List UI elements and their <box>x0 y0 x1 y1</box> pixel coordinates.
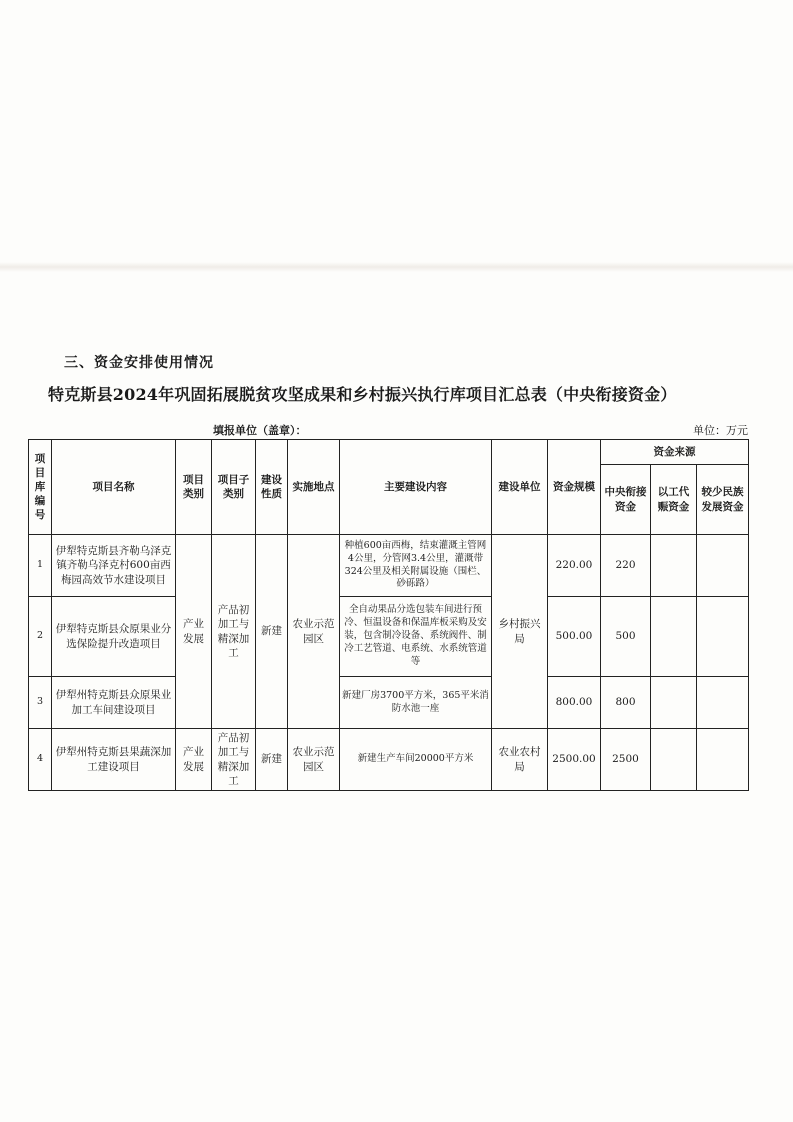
unit-label: 单位：万元 <box>693 424 748 437</box>
header-minority-fund: 较少民族发展资金 <box>697 465 749 535</box>
fund-scale: 800.00 <box>548 677 601 729</box>
work-relief-fund <box>651 597 697 677</box>
construction-nature: 新建 <box>256 535 288 729</box>
fund-scale: 220.00 <box>548 535 601 597</box>
location: 农业示范园区 <box>288 729 340 791</box>
header-central-fund: 中央衔接资金 <box>601 465 651 535</box>
work-relief-fund <box>651 677 697 729</box>
table-row <box>29 597 749 677</box>
row-index: 3 <box>29 677 52 729</box>
header-project-index: 项目库编号 <box>29 440 52 535</box>
header-project-type: 项目类别 <box>176 440 212 535</box>
header-project-name: 项目名称 <box>52 440 176 535</box>
table-row <box>29 677 749 729</box>
table-row <box>29 535 749 597</box>
minority-fund <box>697 535 749 597</box>
scan-shadow-band <box>0 262 793 272</box>
project-subtype: 产品初加工与精深加工 <box>212 535 256 729</box>
main-content: 新建生产车间20000平方米 <box>340 729 492 791</box>
document-title: 特克斯县2024年巩固拓展脱贫攻坚成果和乡村振兴执行库项目汇总表（中央衔接资金） <box>48 385 677 404</box>
filler-label: 填报单位（盖章）： <box>213 424 307 437</box>
location: 农业示范园区 <box>288 535 340 729</box>
construction-nature: 新建 <box>256 729 288 791</box>
table-row <box>29 729 749 791</box>
project-name: 伊犁州特克斯县果蔬深加工建设项目 <box>52 729 176 791</box>
header-construction-unit: 建设单位 <box>492 440 548 535</box>
row-index: 2 <box>29 597 52 677</box>
fund-scale: 500.00 <box>548 597 601 677</box>
project-summary-table <box>28 439 749 791</box>
header-main-content: 主要建设内容 <box>340 440 492 535</box>
project-subtype: 产品初加工与精深加工 <box>212 729 256 791</box>
work-relief-fund <box>651 535 697 597</box>
header-fund-scale: 资金规模 <box>548 440 601 535</box>
header-work-relief-fund: 以工代赈资金 <box>651 465 697 535</box>
construction-unit: 乡村振兴局 <box>492 535 548 729</box>
fund-scale: 2500.00 <box>548 729 601 791</box>
header-project-subtype: 项目子类别 <box>212 440 256 535</box>
header-location: 实施地点 <box>288 440 340 535</box>
project-type: 产业发展 <box>176 729 212 791</box>
table-meta-row <box>28 422 748 438</box>
row-index: 4 <box>29 729 52 791</box>
minority-fund <box>697 729 749 791</box>
minority-fund <box>697 597 749 677</box>
main-content: 种植600亩西梅，结束灌溉主管网4公里，分管网3.4公里，灌溉带324公里及相关附属设施（围栏、砂砾路） <box>340 535 492 597</box>
header-construction-nature: 建设性质 <box>256 440 288 535</box>
main-content: 全自动果品分选包装车间进行预冷、恒温设备和保温库板采购及安装，包含制冷设备、系统阀件、制冷工艺管道、电系统、水系统管道等 <box>340 597 492 677</box>
main-content: 新建厂房3700平方米，365平米消防水池一座 <box>340 677 492 729</box>
minority-fund <box>697 677 749 729</box>
work-relief-fund <box>651 729 697 791</box>
header-fund-source: 资金来源 <box>601 440 749 465</box>
central-fund: 220 <box>601 535 651 597</box>
central-fund: 800 <box>601 677 651 729</box>
construction-unit: 农业农村局 <box>492 729 548 791</box>
central-fund: 500 <box>601 597 651 677</box>
project-name: 伊犁特克斯县齐勒乌泽克镇齐勒乌泽克村600亩西梅园高效节水建设项目 <box>52 535 176 597</box>
central-fund: 2500 <box>601 729 651 791</box>
project-name: 伊犁特克斯县众原果业分选保险提升改造项目 <box>52 597 176 677</box>
row-index: 1 <box>29 535 52 597</box>
section-heading: 三、资金安排使用情况 <box>64 355 214 371</box>
project-type: 产业发展 <box>176 535 212 729</box>
project-name: 伊犁州特克斯县众原果业加工车间建设项目 <box>52 677 176 729</box>
